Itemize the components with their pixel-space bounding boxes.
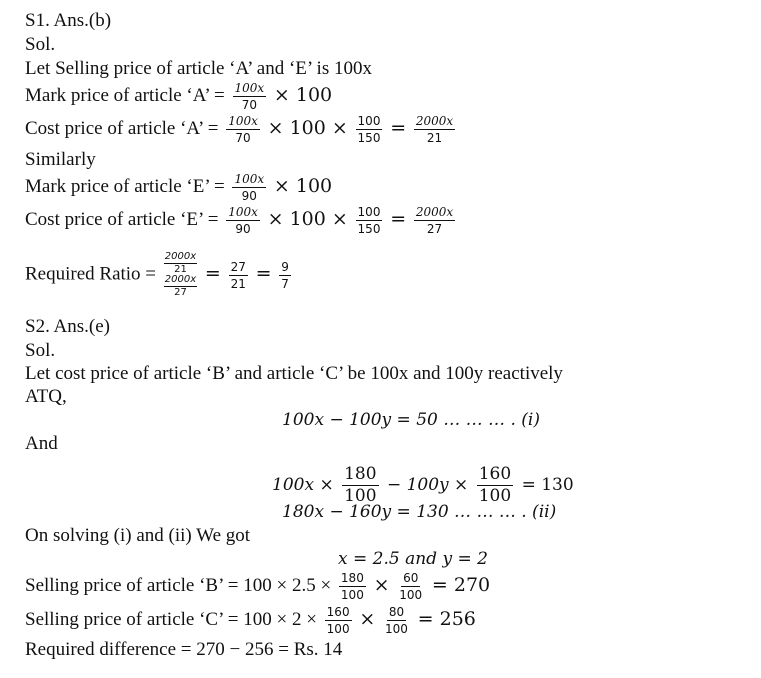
s2-xy: x = 2.5 and y = 2 [338, 549, 488, 569]
operator: × 100 [273, 83, 333, 106]
s2-intro: Let cost price of article ‘B’ and article ‘C’ be 100x and 100y reactively [25, 363, 563, 384]
fraction: $\frac{27}{21}$ [230, 259, 246, 291]
s1-heading: S1. Ans.(b) [25, 10, 112, 31]
term: − 100y × [386, 475, 469, 495]
equals: = [390, 207, 407, 230]
fraction: $\frac{100x}{70}$ [228, 114, 258, 145]
fraction: $\frac{100}{150}$ [357, 114, 381, 145]
fraction: $\frac{100x}{90}$ [234, 172, 265, 203]
s2-atq: ATQ, [25, 386, 67, 407]
fraction: $\frac{100}{150}$ [357, 205, 381, 236]
fraction: $\frac{60}{100}$ [399, 571, 423, 602]
fraction: $\frac{180}{100}$ [344, 464, 377, 506]
label: Selling price of article ‘C’ = 100 × 2 × [25, 608, 317, 630]
s2-eq3: 180x − 160y = 130 … … … . (ii) [282, 502, 557, 522]
s1-cost-e [25, 206, 458, 235]
label: Cost price of article ‘A’ = [25, 117, 219, 139]
operator: × 100 × [267, 116, 348, 139]
result: = 130 [521, 475, 574, 495]
label: Mark price of article ‘A’ = [25, 84, 225, 106]
label: Mark price of article ‘E’ = [25, 175, 225, 197]
operator: × 100 [273, 174, 333, 197]
fraction: $\frac{80}{100}$ [385, 605, 408, 636]
fraction: $\frac{9}{7}$ [281, 259, 289, 291]
s2-diff: Required difference = 270 − 256 = Rs. 14 [25, 639, 343, 660]
label: Required Ratio = [25, 263, 157, 285]
fraction: $\frac{160}{100}$ [478, 464, 512, 506]
s2-and: And [25, 433, 58, 454]
fraction: $\frac{180}{100}$ [340, 571, 364, 602]
label: Cost price of article ‘E’ = [25, 208, 219, 230]
result: = 270 [431, 573, 491, 596]
fraction: $\frac{100x}{70}$ [234, 81, 265, 112]
s1-cost-a [25, 115, 458, 144]
s1-mark-e [25, 173, 332, 202]
s1-intro: Let Selling price of article ‘A’ and ‘E’ is 100x [25, 58, 372, 79]
equals: = [255, 262, 272, 285]
fraction: $\frac{100x}{90}$ [228, 205, 258, 236]
fraction: $\frac{2000x}{27}$ [415, 205, 454, 236]
nested-fraction: 2000x 21 2000x 27 [164, 251, 197, 298]
fraction: $\frac{2000x}{21}$ [415, 114, 454, 145]
label: Selling price of article ‘B’ = 100 × 2.5 × [25, 574, 332, 596]
s2-eq1: 100x − 100y = 50 … … … . (i) [282, 410, 540, 430]
operator: × [373, 573, 390, 596]
fraction: $\frac{160}{100}$ [326, 605, 350, 636]
s2-sol: Sol. [25, 340, 56, 361]
s2-sp-c [25, 606, 476, 635]
s1-similarly: Similarly [25, 149, 96, 170]
s2-sp-b [25, 572, 490, 601]
s2-heading: S2. Ans.(e) [25, 316, 110, 337]
s1-ratio [25, 252, 294, 298]
operator: × [359, 607, 376, 630]
operator: × 100 × [267, 207, 348, 230]
s2-solving: On solving (i) and (ii) We got [25, 525, 251, 546]
equals: = [204, 262, 221, 285]
equals: = [390, 116, 407, 139]
s1-mark-a [25, 82, 332, 111]
s1-sol: Sol. [25, 34, 56, 55]
result: = 256 [417, 607, 476, 630]
term: 100x × [272, 475, 334, 495]
